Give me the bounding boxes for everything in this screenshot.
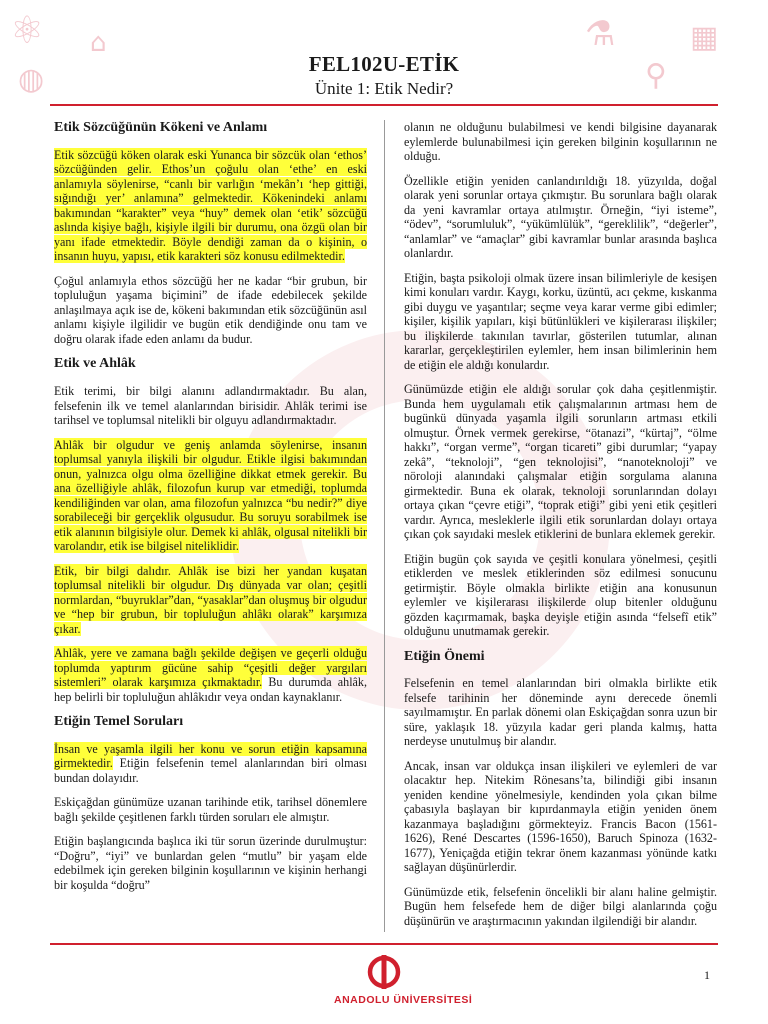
paragraph: Etiğin, başta psikoloji olmak üzere insan bilimleriyle de kesişen kimi konuları vardır. Kaygı, korku, üzüntü, acı çekme, kıskanma gibi duygu ve yaşantılar; seçme veya karar verme gibi edimler; kişiler, kişilik yapıları, kişi bütünlükleri ve kişilerarası ilişkiler; bu ilişkilerde takınılan tavırlar, gösterilen tutumlar, alınan kararlar, gerçekleştirilen eylemler, hem insan bilimlerinin hem de etiğin ele aldığı konulardır.: [404, 270, 717, 372]
paragraph: Çoğul anlamıyla ethos sözcüğü her ne kadar “bir grubun, bir topluluğun yaşama biçimini” de ifade edebilecek şekilde anlaşılmaya açık ise de, kökeni bakımından etik sözcüğünün asıl anlamı kişiyle ilgilidir ve bugün etik dendiğinde onu tam ve doğru olarak ifade eden anlamı da budur.: [54, 273, 367, 346]
highlighted-text: Etik, bir bilgi dalıdır. Ahlâk ise bizi her yandan kuşatan toplumsal nitelikli bir olgudur. Dış dünyada var olan; çeşitli normlardan, “buyruklar”dan, “yasaklar”dan oluşmuş bir olgudur ve “hep bir grubun, bir topluluğun ahlâkı olarak” karşımıza çıkar.: [54, 563, 367, 636]
page-header: [0, 52, 768, 99]
page-number: 1: [704, 968, 710, 982]
section-heading: Etiğin Önemi: [404, 648, 485, 664]
highlighted-text: Ahlâk, yere ve zamana bağlı şekilde değişen ve geçerli olduğu toplumda yaptırım gücüne sahip “çeşitli değer yargıları sistemleri” olarak karşımıza çıkmaktadır.: [54, 646, 367, 690]
globe-icon: ◍: [18, 62, 45, 97]
calculator-icon: ▦: [690, 20, 719, 55]
paragraph: [54, 646, 367, 704]
paragraph: Ancak, insan var oldukça insan ilişkileri ve eylemleri de var olacaktır hep. Nitekim Rönesans’ta, bilindiği gibi insanın yeniden kendine yönelmesiyle, kendinden yola çıkan bilme çabasıyla başlayan bir kıpırdanmayla etiğin yeniden önem kazanmaya başladığını görmekteyiz. Francis Bacon (1561-1626), René Descartes (1596-1650), Baruch Spinoza (1632-1677), Yeniçağda etiğin tekrar önem kazanması yönünde katkı sağlayan düşünürlerdir.: [404, 758, 717, 875]
university-logo: [334, 955, 473, 1006]
footer-divider: [50, 943, 718, 945]
graduation-cap-icon: ⌂: [90, 28, 107, 58]
paragraph: [54, 742, 367, 786]
paragraph: [54, 438, 367, 554]
section-heading: Etik Sözcüğünün Kökeni ve Anlamı: [54, 120, 268, 135]
highlighted-text: Ahlâk bir olgudur ve geniş anlamda söylenirse, insanın toplumsal yanıyla ilişkili bir olgudur. Etikle ilgisi bakımından onun, yalnızca olgu olma özelliğine dikkat etmek gerekir. Bu ana özelliğiyle ahlâk, filozofun kurup var etmediği, toplumda kendiliğinden var olan, ama filozofun yalnızca “bu nedir?” diye sorabileceği bir gerçeklik olgusudur. Bu soruyu sorabilmek ise etik alanının bilgisiyle olur. Demek ki ahlâk, olgusal nitelikli bir varolandır, etik ise bilgisel niteliklidir.: [54, 437, 367, 554]
paragraph-text: Etiğin felsefenin temel alanlarından biri olması bundan dolayıdır.: [54, 756, 367, 785]
paragraph: Etiğin bugün çok sayıda ve çeşitli konulara yönelmesi, çeşitli etiklerden ve meslek etiklerinden söz edilmesi sonucunu getirmiştir. Böyle olmakla birlikte etiğin ana konusunun eylemler ve kişilerarası ilişkilerde olup bitenler olduğunu gözden kaçırmamak, başka deyişle etiğin asında “felsefî etik” olduğunu unutmamak gerekir.: [404, 551, 717, 638]
right-column: [404, 120, 717, 938]
paragraph: Felsefenin en temel alanlarından biri olmakla birlikte etik felsefe tarihinin her döneminde aynı derecede önemli sayılmamıştır. En parlak dönemi olan Eskiçağdan sonra uzun bir süre, yaklaşık 18. yüzyıla kadar geri planda kalmış, hatta nerdeyse unutulmuş bir alandır.: [404, 676, 717, 749]
flask-icon: ⚗: [585, 14, 616, 54]
paragraph: Etiğin başlangıcında başlıca iki tür sorun üzerinde durulmuştur: “Doğru”, “iyi” ve bunlardan gelen “mutlu” bir yaşam elde edebilmek için gereken bilginin koşullarının ve kişinin herhangi bir koşulda “doğru”: [54, 834, 367, 892]
document-title: FEL102U-ETİK: [308, 52, 460, 76]
highlighted-text: İnsan ve yaşamla ilgili her konu ve sorun etiğin kapsamına girmektedir.: [54, 741, 367, 771]
section-heading: Etiğin Temel Soruları: [54, 714, 184, 730]
paragraph: Günümüzde etiğin ele aldığı sorular çok daha çeşitlenmiştir. Bunda hem uygulamalı etik çalışmalarının artması hem de bugünkü dünyada yaşamla ilgili sorunların artması etkili olmuştur. Örnek vermek gerekirse, “ötanazi”, “kürtaj”, “ölme hakkı”, “organ verme”, “organ ticareti” gibi durumlar; “yapay zekâ”, “teknoloji”, “gen teknolojisi”, “nanoteknoloji” ve nöroloji alanındaki çalışmalar etiğin sorgulama alanına girmektedir. Buna ek olarak, teknoloji sorunlarından dolayı ortaya çıkan “çevre etiği”, “toprak etiği” gibi yeni etik çeşitleri vardır. Ayrıca, mesleklerle ilgili etik sorunlardan dolayı ortaya çıkan çok sayıdaki meslek etiklerini de bunlara eklemek gerekir.: [404, 382, 717, 541]
microscope-icon: ⚲: [645, 58, 667, 93]
university-name: ANADOLU ÜNİVERSİTESİ: [334, 994, 473, 1006]
header-divider: [50, 104, 718, 106]
paragraph: Etik terimi, bir bilgi alanını adlandırmaktadır. Bu alan, felsefenin ilk ve temel alanlarından birisidir. Ahlâk terimi ise tarihsel ve toplumsal nitelikli bir olguyu adlandırmaktadır.: [54, 384, 367, 428]
paragraph: olanın ne olduğunu bulabilmesi ve kendi bilgisine dayanarak eylemlerde bulunabilmesi için gereken bilginin koşullarının ne olduğu.: [404, 120, 717, 163]
atom-icon: ⚛: [10, 8, 45, 52]
paragraph: Günümüzde etik, felsefenin öncelikli bir alanı haline gelmiştir. Bugün hem felsefede hem de diğer bilgi alanlarında çoğu düşünürün ve araştırmacının yakından ilgilendiği bir alandır.: [404, 884, 717, 928]
paragraph: [54, 148, 367, 264]
document-subtitle: Ünite 1: Etik Nedir?: [314, 79, 454, 98]
paragraph-text: Bu durumda ahlâk, hep belirli bir topluluğun ahlâkıdır veya ondan kaynaklanır.: [54, 675, 367, 704]
paragraph: [54, 564, 367, 637]
paragraph: Özellikle etiğin yeniden canlandırıldığı 18. yüzyılda, doğal olarak yeni sorunlar ortaya çıkmıştır. Bu sorunlara bağlı olarak da yeni kavramlar ortaya atılmıştır. Örneğin, “iyi isteme”, “ödev”, “sorumluluk”, “yükümlülük”, “gereklilik”, “değerler”, “anlamlar” ve “amaçlar” gibi kavramlar bunlar arasında başlıca olanlardır.: [404, 173, 717, 260]
section-heading: Etik ve Ahlâk: [54, 356, 136, 372]
highlighted-text: Etik sözcüğü köken olarak eski Yunanca bir sözcük olan ‘ethos’ sözcüğünden gelir. Ethos’un çoğulu olan ‘ethe’ en eski anlamıyla söylenirse, “canlı bir varlığın ‘mekân’ı ‘hep gittiği, sığındığı yer’ anlamına” gelmektedir. Kökenindeki anlamı bakımından “karakter” veya “huy” demek olan ‘etik’ sözcüğü aslında kişiye bağlı, kişiyle ilgili bir durumu, ona özgü olan bir yanı ifade etmektedir. Böyle dendiği zaman da o kişinin, o insanın huyu, yapısı, etik karakteri söz konusu edilmektedir.: [54, 147, 367, 264]
paragraph: Eskiçağdan günümüze uzanan tarihinde etik, tarihsel dönemlere bağlı şekilde çeşitlenen farklı türden soruları ele almıştır.: [54, 795, 367, 824]
column-divider: [384, 120, 385, 932]
left-column: [54, 120, 367, 902]
university-logo-icon: [362, 955, 406, 989]
